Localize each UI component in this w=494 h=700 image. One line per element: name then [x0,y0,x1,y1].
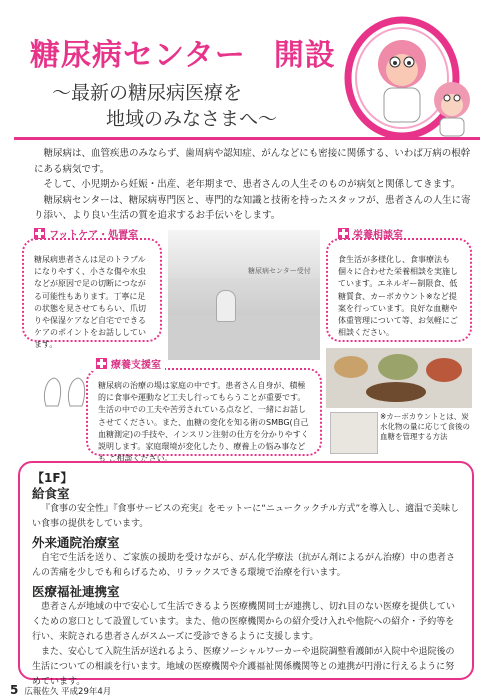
section-title: 医療福祉連携室 [32,584,120,599]
mascot-illustration [340,14,490,138]
intro-paragraph: そして、小児期から妊娠・出産、老年期まで、患者さんの人生そのものが病気と関係してきます。 [43,179,461,190]
reception-sign: 糖尿病センター受付 [248,267,311,275]
carbcount-note: ※カーボカウントとは、炭水化物の量に応じて食後の血糖を管理する方法 [380,412,470,441]
medical-cross-icon [96,358,107,369]
section-text: また、安心して入院生活が送れるよう、医療ソーシャルワーカーや退院調整看護師が入院中や退院後の生活についての相談を行います。地域の医療機関や介護福祉関係機関等との連携が円滑に行えるように努めています。 [32,647,455,687]
footcare-text: 糖尿病患者さんは足のトラブルになりやすく、小さな傷や水虫などが原因で足の切断につながる可能性もあります。丁寧に足の状態を見させてもらい、爪切りや保湿ケアなど自宅でできるケアのポイントをお話ししています。 [34,255,146,350]
intro-paragraph: 糖尿病センターは、糖尿病専門医と、専門的な知識と技術を持ったスタッフが、患者さんの人生に寄り添い、より良い生活の質を追求するお手伝いをします。 [34,194,471,221]
footcare-heading: フットケア・処置室 [30,226,142,241]
section-title: 外来通院治療室 [32,535,120,550]
header-divider [14,137,480,140]
nutrition-box [326,238,472,342]
meal-photo [326,348,472,408]
footcare-box [22,238,162,350]
intro-paragraph: 糖尿病は、血管疾患のみならず、歯周病や認知症、がんなどにも密接に関係する、いわば万病の根幹にある病気です。 [34,148,471,175]
glucose-meter-photo [330,412,378,454]
section-text: 『食事の安全性』『食事サービスの充実』をモットーに“ニュークックチル方式”を導入し、適温で美味しい食事の提供をしています。 [32,504,460,529]
intro-text [34,146,474,224]
facility-box [18,461,474,687]
page-subtitle: 〜最新の糖尿病医療を 地域のみなさまへ〜 [52,82,278,130]
nutrition-text: 食生活が多様化し、食事療法も個々に合わせた栄養相談を実施しています。エネルギー制限食、低糖質食、カーボカウント※など提案を行っています。良好な血糖や体重管理について等、お気軽にご相談ください。 [338,255,458,338]
support-text: 糖尿病の治療の場は家庭の中です。患者さん自身が、積極的に食事や運動など工夫し行ってもらうことが重要です。生活の中での工夫や苦労されている点など、一緒にお話しさせてください。また、血糖の変化を知る術のSMBG(自己血糖測定)の手技や、インスリン注射の仕方を分かりやすく説明します。家庭環境が変化したり、療養上の悩み事なども ご相談ください。 [98,381,309,464]
support-heading: 療養支援室 [92,356,165,371]
page-title: 糖尿病センター 開設 [30,38,336,73]
section-text: 患者さんが地域の中で安心して生活できるよう医療機関同士が連携し、切れ目のない医療を提供していくための窓口として設置しています。また、他の医療機関からの紹介受け入れや他院への紹介・予約等を行い、来院される患者さんがスムーズに受診できるように支援します。 [32,602,456,642]
support-box [86,368,322,464]
page-number: 5 [10,683,19,697]
nutrition-heading: 栄養相談室 [334,226,407,241]
publication-name: 広報佐久 平成29年4月 [24,687,112,697]
page-footer [10,683,111,697]
section-title: 給食室 [32,486,70,501]
floor-label: 【1F】 [32,471,73,485]
section-text: 自宅で生活を送り、ご家族の援助を受けながら、がん化学療法（抗がん剤によるがん治療）中の患者さんの苦痛を少しでも和らげるため、リラックスできる環境で治療を行います。 [32,553,456,578]
reception-photo [168,230,320,360]
